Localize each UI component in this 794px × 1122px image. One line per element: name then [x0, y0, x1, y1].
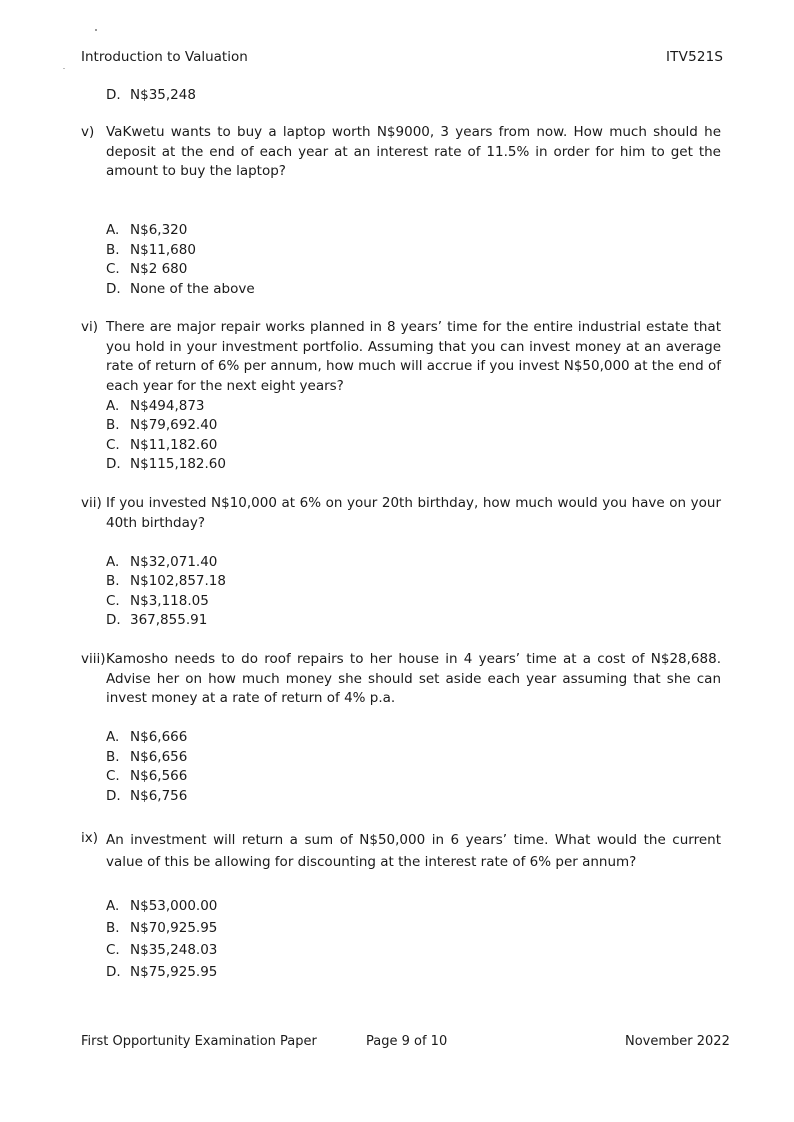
- option-text: None of the above: [130, 281, 255, 297]
- option-d: [106, 280, 255, 300]
- option-letter: A.: [106, 729, 120, 745]
- option-letter: B.: [106, 417, 120, 433]
- option-text: N$6,320: [130, 222, 188, 238]
- option-b: [106, 241, 196, 261]
- question-text: VaKwetu wants to buy a laptop worth N$9000, 3 years from now. How much should he deposit at the end of each year at an interest rate of 11.5% in order for him to get the amount to buy the laptop?: [106, 124, 721, 180]
- option-c: [106, 592, 209, 612]
- footer-page-number: Page 9 of 10: [366, 1034, 448, 1049]
- option-letter: D.: [106, 281, 121, 297]
- option-a: [106, 397, 205, 417]
- option-text: N$6,566: [130, 768, 188, 784]
- option-letter: C.: [106, 261, 120, 277]
- scan-speck: [63, 68, 65, 69]
- option-c: [106, 941, 217, 961]
- option-letter: C.: [106, 942, 120, 958]
- option-d: [106, 455, 226, 475]
- question-text: If you invested N$10,000 at 6% on your 20th birthday, how much would you have on your 40th birthday?: [106, 495, 721, 531]
- option-letter: D.: [106, 456, 121, 472]
- option-b: [106, 748, 187, 768]
- option-text: N$75,925.95: [130, 964, 218, 980]
- question-number: v): [81, 124, 95, 140]
- option-d: [106, 963, 217, 983]
- question-number: vii): [81, 495, 102, 511]
- course-title: Introduction to Valuation: [81, 49, 248, 65]
- footer-exam-label: First Opportunity Examination Paper: [81, 1034, 317, 1049]
- option-letter: A.: [106, 554, 120, 570]
- option-text: N$35,248.03: [130, 942, 218, 958]
- option-b: [106, 919, 217, 939]
- option-text: N$53,000.00: [130, 898, 218, 914]
- option-letter: B.: [106, 242, 120, 258]
- option-text: N$6,756: [130, 788, 188, 804]
- option-letter: A.: [106, 898, 120, 914]
- option-text: N$102,857.18: [130, 573, 226, 589]
- option-text: N$35,248: [130, 87, 196, 103]
- question-number: vi): [81, 319, 99, 335]
- course-code: ITV521S: [666, 49, 724, 65]
- option-a: [106, 553, 217, 573]
- footer-date: November 2022: [625, 1034, 730, 1049]
- option-text: N$32,071.40: [130, 554, 218, 570]
- option-text: N$3,118.05: [130, 593, 209, 609]
- option-text: N$494,873: [130, 398, 205, 414]
- option-letter: B.: [106, 920, 120, 936]
- option-a: [106, 728, 187, 748]
- question-text: An investment will return a sum of N$50,000 in 6 years’ time. What would the current value of this be allowing for discounting at the interest rate of 6% per annum?: [106, 832, 721, 870]
- option-text: N$6,656: [130, 749, 188, 765]
- option-c: [106, 767, 187, 787]
- option-text: N$11,182.60: [130, 437, 218, 453]
- option-letter: D.: [106, 87, 121, 103]
- scan-speck: [95, 29, 97, 31]
- option-b: [106, 416, 217, 436]
- option-letter: B.: [106, 573, 120, 589]
- option-b: [106, 572, 226, 592]
- option-d: [106, 787, 187, 807]
- option-a: [106, 897, 217, 917]
- question-text: Kamosho needs to do roof repairs to her house in 4 years’ time at a cost of N$28,688. Advise her on how much money she should set aside each year assuming that she can invest money at a rate of return of 4% p.a.: [106, 651, 721, 707]
- question-text: There are major repair works planned in 8 years’ time for the entire industrial estate that you hold in your investment portfolio. Assuming that you can invest money at an average rate of return of 6% per annum, how much will accrue if you invest N$50,000 at the end of each year for the next eight years?: [106, 319, 721, 395]
- option-text: N$79,692.40: [130, 417, 218, 433]
- option-letter: B.: [106, 749, 120, 765]
- option-text: N$11,680: [130, 242, 196, 258]
- option-text: N$70,925.95: [130, 920, 218, 936]
- previous-question-option-d: [106, 86, 196, 106]
- option-letter: A.: [106, 398, 120, 414]
- option-letter: D.: [106, 612, 121, 628]
- option-letter: C.: [106, 593, 120, 609]
- option-letter: D.: [106, 964, 121, 980]
- option-c: [106, 436, 217, 456]
- option-d: [106, 611, 207, 631]
- option-letter: A.: [106, 222, 120, 238]
- question-number: ix): [81, 830, 99, 846]
- option-c: [106, 260, 187, 280]
- option-a: [106, 221, 187, 241]
- question-number: viii): [81, 651, 106, 667]
- option-letter: D.: [106, 788, 121, 804]
- option-letter: C.: [106, 768, 120, 784]
- option-text: N$2 680: [130, 261, 188, 277]
- option-letter: C.: [106, 437, 120, 453]
- option-text: 367,855.91: [130, 612, 208, 628]
- option-text: N$6,666: [130, 729, 188, 745]
- option-text: N$115,182.60: [130, 456, 226, 472]
